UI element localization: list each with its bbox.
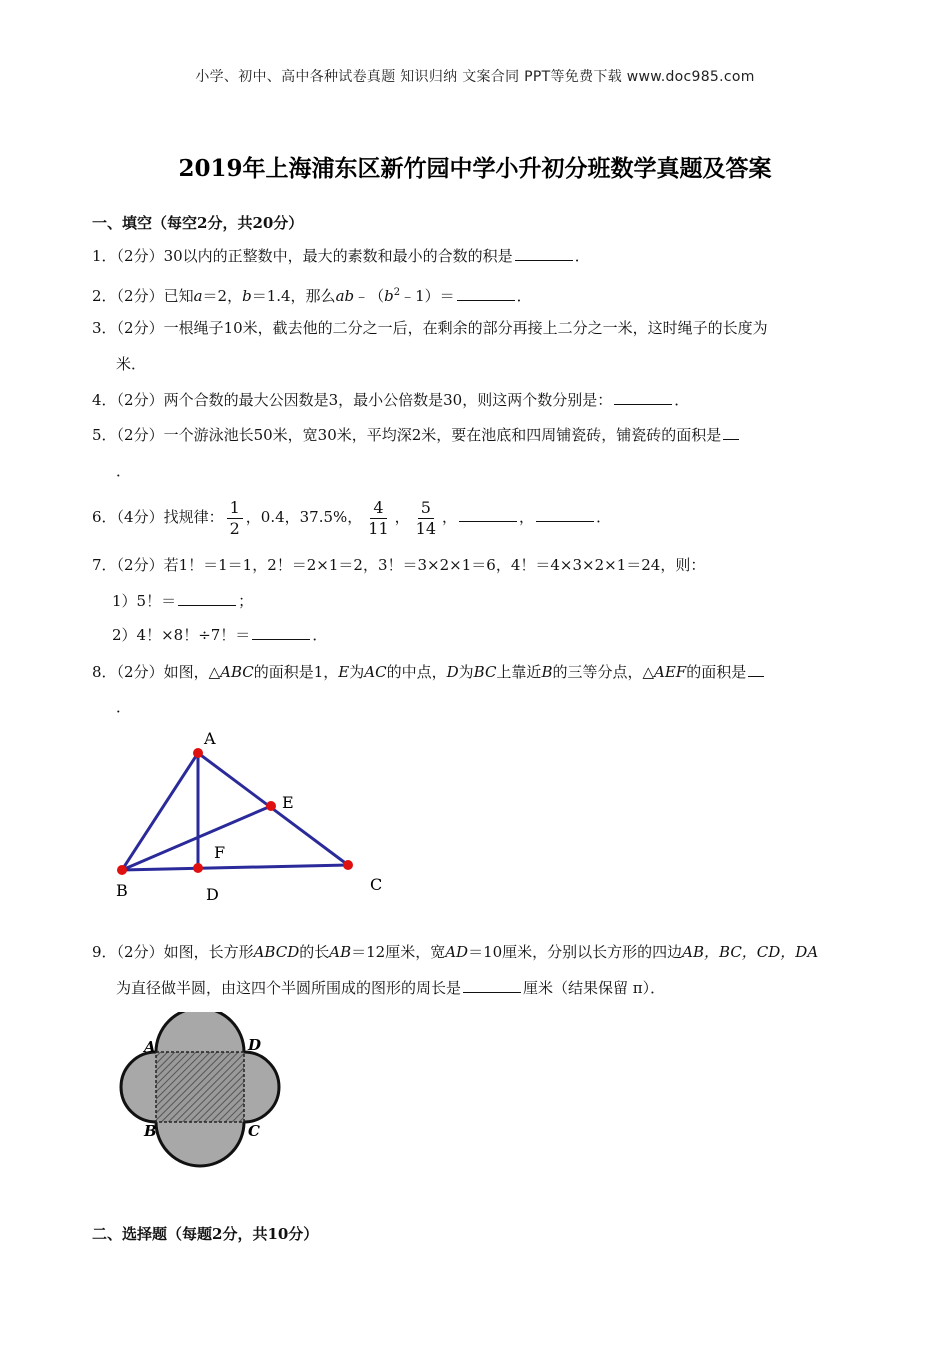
- label-b: B: [116, 881, 128, 900]
- question-7-line-1: 7．（2分）若1！＝1＝1，2！＝2×1＝2，3！＝3×2×1＝6，4！＝4×3×2×1＝24，则：: [92, 556, 706, 574]
- point-b: [117, 865, 127, 875]
- site-header: 小学、初中、高中各种试卷真题 知识归纳 文案合同 PPT等免费下载 www.doc985.com: [195, 69, 755, 85]
- denominator: 2: [229, 518, 240, 538]
- fraction-5-14: [413, 498, 439, 539]
- exponent: 2: [393, 287, 401, 298]
- question-6-mid: ，0.4，37.5%，: [245, 508, 363, 526]
- page-title: 2019年上海浦东区新竹园中学小升初分班数学真题及答案: [178, 155, 772, 182]
- fraction-4-11: [365, 498, 391, 539]
- point-d: [193, 863, 203, 873]
- answer-blank: [723, 425, 739, 440]
- question-9-text: 9．（2分）如图，长方形: [92, 943, 254, 961]
- var-a: a: [193, 287, 203, 305]
- var-aef: AEF: [654, 663, 687, 681]
- answer-blank: [536, 507, 594, 522]
- sub-1-tail: ；: [238, 592, 254, 610]
- text: 的面积是1，: [253, 663, 339, 681]
- question-6: [92, 496, 611, 539]
- question-6-text: 6．（4分）找规律：: [92, 508, 224, 526]
- question-5-line-2: ．: [116, 462, 132, 480]
- sub-2-text: 2）4！×8！÷7！＝: [112, 626, 251, 644]
- label-f: F: [214, 843, 226, 862]
- var-ab: ab: [335, 287, 355, 305]
- question-9-line-2-tail: 厘米（结果保留 π）．: [523, 979, 666, 997]
- question-5: [92, 425, 741, 445]
- var-b: B: [541, 663, 553, 681]
- text: ＝12厘米，宽: [351, 943, 446, 961]
- label-e: E: [282, 793, 294, 812]
- var-sides: AB，BC，CD，DA: [682, 943, 819, 961]
- text: 的三等分点，△: [552, 663, 655, 681]
- question-8-line-2: ．: [116, 698, 132, 716]
- question-1-text: 1．（2分）30以内的正整数中，最大的素数和最小的合数的积是: [92, 247, 513, 265]
- var-bc: BC: [473, 663, 497, 681]
- answer-blank: [614, 390, 672, 405]
- answer-blank: [515, 246, 573, 261]
- question-2-tail: ．: [516, 287, 532, 305]
- question-9-line-2: [116, 978, 665, 998]
- label-d: D: [206, 885, 219, 904]
- numerator: 4: [370, 498, 386, 519]
- answer-blank: [252, 625, 310, 640]
- numerator: 5: [418, 498, 434, 519]
- var-e: E: [338, 663, 350, 681]
- numerator: 1: [227, 498, 243, 519]
- var-abcd: ABCD: [253, 943, 300, 961]
- section-heading-choice: 二、选择题（每题2分，共10分）: [92, 1225, 319, 1243]
- section-heading-fill-in: 一、填空（每空2分，共20分）: [92, 214, 304, 232]
- point-a: [193, 748, 203, 758]
- semicircles-figure: [108, 1012, 288, 1192]
- label-b: B: [144, 1122, 157, 1140]
- answer-blank: [748, 662, 764, 677]
- text: 为: [349, 663, 365, 681]
- var-b: b: [242, 287, 252, 305]
- question-2-mid: ﹣（: [354, 287, 385, 305]
- comma: ，: [519, 508, 535, 526]
- question-9-line-2-text: 为直径做半圆，由这四个半圆所围成的图形的周长是: [116, 979, 462, 997]
- text: 的面积是: [686, 663, 747, 681]
- var-d: D: [446, 663, 459, 681]
- question-4-text: 4．（2分）两个合数的最大公因数是3，最小公倍数是30，则这两个数分别是：: [92, 391, 613, 409]
- question-2-post: ﹣1）＝: [400, 287, 455, 305]
- label-d: D: [248, 1036, 262, 1054]
- var-ad: AD: [445, 943, 469, 961]
- question-7-sub-1: [112, 591, 253, 611]
- comma: ，: [442, 508, 458, 526]
- text: ＝10厘米，分别以长方形的四边: [468, 943, 683, 961]
- sub-2-tail: ．: [312, 626, 328, 644]
- answer-blank: [457, 286, 515, 301]
- label-c: C: [370, 875, 383, 894]
- question-2-b-value: ＝1.4，那么: [251, 287, 336, 305]
- question-2: [92, 283, 532, 306]
- question-4: [92, 390, 689, 410]
- question-4-tail: ．: [674, 391, 690, 409]
- question-8-text: 8．（2分）如图，△: [92, 663, 221, 681]
- question-3-line-2: 米．: [116, 355, 147, 373]
- answer-blank: [463, 978, 521, 993]
- point-c: [343, 860, 353, 870]
- edge-bc: [122, 865, 348, 870]
- question-1-tail: ．: [574, 247, 590, 265]
- denominator: 11: [368, 518, 389, 538]
- triangle-figure: [100, 722, 400, 908]
- var-abc: ABC: [220, 663, 254, 681]
- label-a: A: [144, 1038, 156, 1056]
- denominator: 14: [415, 518, 437, 538]
- text: 的长: [299, 943, 330, 961]
- rectangle-abcd: [156, 1052, 244, 1122]
- text: 为: [458, 663, 474, 681]
- var-ab: AB: [329, 943, 352, 961]
- question-6-tail: ．: [596, 508, 612, 526]
- question-2-a-value: ＝2，: [202, 287, 243, 305]
- point-e: [266, 801, 276, 811]
- text: 上靠近: [496, 663, 542, 681]
- question-9: [92, 942, 818, 962]
- question-8: [92, 662, 766, 682]
- var-ac: AC: [364, 663, 387, 681]
- fraction-1-2: [227, 498, 243, 539]
- question-1: [92, 246, 590, 266]
- answer-blank: [178, 591, 236, 606]
- label-c: C: [248, 1122, 260, 1140]
- var-b-squared: b: [384, 287, 394, 305]
- question-3-line-1: 3．（2分）一根绳子10米，截去他的二分之一后，在剩余的部分再接上二分之一米，这时绳子的长度为: [92, 319, 768, 337]
- comma: ，: [394, 508, 410, 526]
- answer-blank: [459, 507, 517, 522]
- text: 的中点，: [386, 663, 447, 681]
- question-7-sub-2: [112, 625, 327, 645]
- question-2-text: 2．（2分）已知: [92, 287, 194, 305]
- question-5-text: 5．（2分）一个游泳池长50米，宽30米，平均深2米，要在池底和四周铺瓷砖，铺瓷砖的面积是: [92, 426, 722, 444]
- sub-1-text: 1）5！＝: [112, 592, 177, 610]
- label-a: A: [204, 729, 216, 748]
